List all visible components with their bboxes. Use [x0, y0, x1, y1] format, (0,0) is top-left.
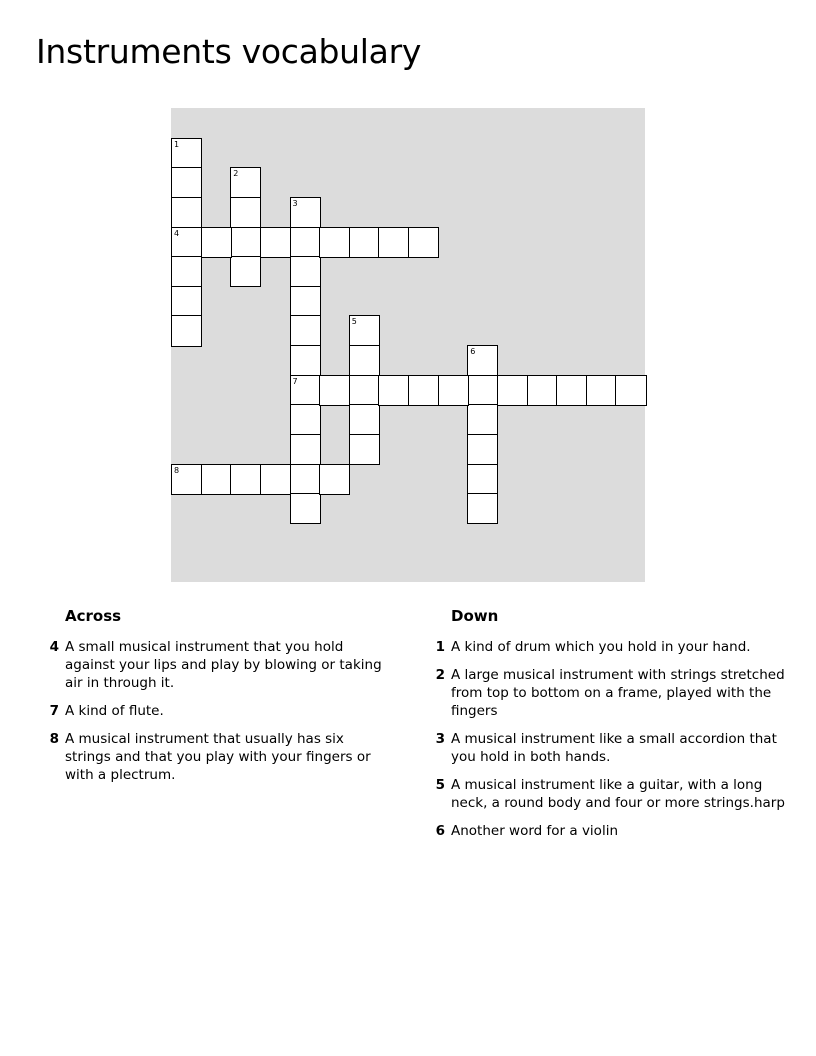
- grid-cell[interactable]: [171, 167, 202, 198]
- grid-cell[interactable]: [290, 464, 321, 495]
- clue-text: A musical instrument like a guitar, with a long neck, a round body and four or more strings.harp: [451, 777, 785, 811]
- grid-cell[interactable]: [467, 464, 498, 495]
- grid-cell[interactable]: [290, 434, 321, 465]
- page-title: Instruments vocabulary: [36, 32, 422, 71]
- across-heading: Across: [65, 607, 122, 625]
- grid-cell[interactable]: [171, 315, 202, 346]
- grid-cell[interactable]: [349, 315, 380, 346]
- cell-number: 8: [174, 465, 180, 475]
- clue-number: 3: [435, 731, 445, 747]
- grid-cell[interactable]: [230, 464, 261, 495]
- cell-number: 5: [351, 317, 357, 327]
- down-clues: [426, 606, 786, 850]
- clue-down-2: [426, 666, 786, 720]
- clue-across-8: [40, 730, 390, 784]
- clue-down-3: [426, 730, 786, 766]
- clue-number: 4: [49, 639, 59, 655]
- clue-down-1: [426, 638, 786, 656]
- grid-cell[interactable]: [290, 227, 321, 258]
- clue-number: 1: [435, 639, 445, 655]
- grid-cell[interactable]: [171, 286, 202, 317]
- grid-cell[interactable]: [171, 464, 202, 495]
- cell-number: 6: [470, 347, 476, 356]
- cell-number: 3: [292, 198, 298, 208]
- cell-number: 1: [174, 139, 180, 149]
- grid-cell[interactable]: [171, 138, 202, 169]
- grid-cell[interactable]: [230, 256, 261, 287]
- clue-text: A kind of drum which you hold in your hand.: [451, 639, 751, 655]
- clue-number: 7: [49, 703, 59, 719]
- grid-cell[interactable]: [527, 375, 558, 406]
- grid-cell[interactable]: [497, 375, 528, 406]
- clue-text: A large musical instrument with strings stretched from top to bottom on a frame, played with the fingers: [451, 667, 785, 719]
- clue-down-6: [426, 822, 786, 840]
- grid-cell[interactable]: [230, 227, 261, 258]
- grid-cell[interactable]: [378, 227, 409, 258]
- cell-number: 7: [292, 376, 298, 386]
- clue-text: A musical instrument that usually has six strings and that you play with your fingers or with a plectrum.: [65, 731, 371, 783]
- grid-cell[interactable]: [230, 197, 261, 228]
- grid-cell[interactable]: [290, 197, 321, 228]
- grid-cell[interactable]: [290, 286, 321, 317]
- crossword-grid: [171, 108, 645, 582]
- grid-cell[interactable]: [290, 315, 321, 346]
- grid-cell[interactable]: [319, 464, 350, 495]
- grid-cell[interactable]: [467, 375, 498, 406]
- grid-cell[interactable]: [349, 434, 380, 465]
- grid-cell[interactable]: [171, 256, 202, 287]
- clue-number: 8: [49, 731, 59, 747]
- across-clues: [40, 606, 390, 794]
- clue-number: 5: [435, 777, 445, 793]
- clue-across-7: [40, 702, 390, 720]
- grid-cell[interactable]: [290, 256, 321, 287]
- grid-cell[interactable]: [467, 345, 498, 376]
- grid-cell[interactable]: [349, 345, 380, 376]
- clue-text: A musical instrument like a small accordion that you hold in both hands.: [451, 731, 777, 765]
- cell-number: 2: [233, 169, 239, 179]
- grid-cell[interactable]: [408, 227, 439, 258]
- grid-cell[interactable]: [171, 197, 202, 228]
- clue-number: 6: [435, 823, 445, 839]
- grid-cell[interactable]: [438, 375, 469, 406]
- grid-cell[interactable]: [556, 375, 587, 406]
- grid-cell[interactable]: [260, 464, 291, 495]
- clue-number: 2: [435, 667, 445, 683]
- clue-text: A small musical instrument that you hold against your lips and play by blowing or taking air in through it.: [65, 639, 382, 691]
- grid-cell[interactable]: [290, 345, 321, 376]
- grid-cell[interactable]: [230, 167, 261, 198]
- grid-cell[interactable]: [319, 375, 350, 406]
- grid-cell[interactable]: [586, 375, 617, 406]
- grid-cell[interactable]: [467, 434, 498, 465]
- grid-cell[interactable]: [290, 493, 321, 524]
- down-heading: Down: [451, 607, 499, 625]
- clue-text: A kind of flute.: [65, 703, 164, 719]
- grid-cell[interactable]: [349, 227, 380, 258]
- grid-cell[interactable]: [349, 375, 380, 406]
- grid-cell[interactable]: [615, 375, 646, 406]
- clue-text: Another word for a violin: [451, 823, 618, 839]
- grid-cell[interactable]: [467, 493, 498, 524]
- clue-down-5: [426, 776, 786, 812]
- clue-across-4: [40, 638, 390, 692]
- grid-cell[interactable]: [290, 375, 321, 406]
- grid-cell[interactable]: [467, 404, 498, 435]
- grid-cell[interactable]: [171, 227, 202, 258]
- grid-cell[interactable]: [290, 404, 321, 435]
- grid-cell[interactable]: [201, 227, 232, 258]
- grid-cell[interactable]: [260, 227, 291, 258]
- grid-cell[interactable]: [408, 375, 439, 406]
- cell-number: 4: [174, 228, 180, 238]
- grid-cell[interactable]: [378, 375, 409, 406]
- grid-cell[interactable]: [319, 227, 350, 258]
- grid-cell[interactable]: [349, 404, 380, 435]
- grid-cell[interactable]: [201, 464, 232, 495]
